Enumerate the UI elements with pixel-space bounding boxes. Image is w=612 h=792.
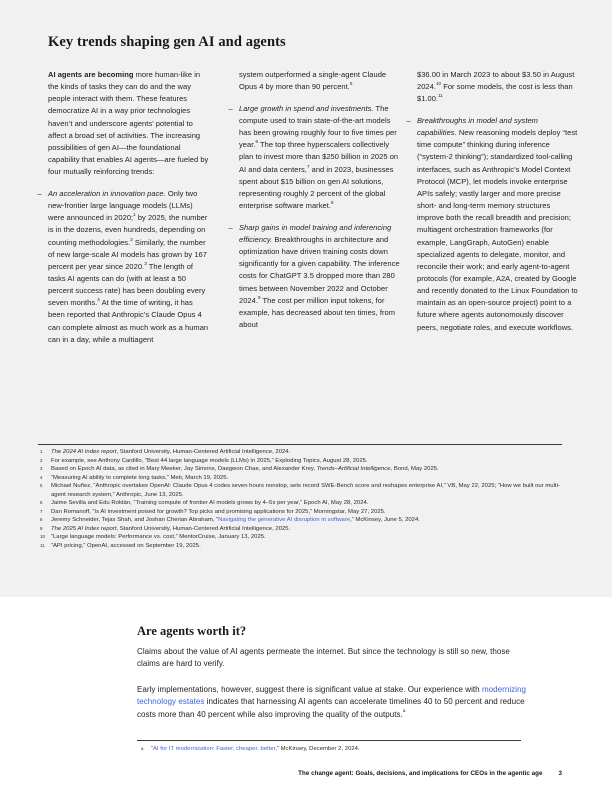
text-run: For some models, the cost is less than $1.00. bbox=[417, 82, 573, 104]
intro-paragraph bbox=[48, 69, 210, 178]
footnote-marker: 6 bbox=[40, 500, 43, 505]
text-run: Jeremy Schneider, Tejas Shah, and Joshan Cherian Abraham, “ bbox=[51, 517, 219, 523]
text-run: Breakthroughs in architecture and optimization have driven training costs down significantly for a given capability. The inference costs for ChatGPT 3.5 dropped more than 280 times between November 2022 and October 2024. bbox=[239, 234, 400, 305]
bullet-text bbox=[239, 103, 401, 212]
continuation-paragraph bbox=[417, 69, 578, 105]
footnote-marker: 5 bbox=[40, 483, 43, 488]
bullet-item-innovation-pace bbox=[37, 188, 210, 346]
footnote-marker: 11 bbox=[40, 542, 45, 548]
bullet-item-training-efficiency bbox=[228, 222, 401, 331]
footnote-marker: 3 bbox=[40, 466, 43, 471]
text-run: ,” McKinsey, June 5, 2024. bbox=[350, 517, 420, 523]
footnote-ref: a bbox=[402, 708, 406, 714]
page-number: 3 bbox=[558, 770, 562, 777]
bullet-dash: – bbox=[228, 222, 233, 232]
footnote-item bbox=[38, 508, 564, 517]
bullet-text bbox=[239, 222, 401, 331]
emphasis-text: Sharp gains in model training and inferencing efficiency. bbox=[239, 222, 392, 244]
footnotes-divider bbox=[38, 444, 562, 445]
text-run: Only two new-frontier large language models (LLMs) were announced in 2020; bbox=[48, 188, 198, 223]
text-run: , Stanford University, Human-Centered Artificial Intelligence, 2025. bbox=[116, 525, 291, 532]
text-link[interactable]: Navigating the generative AI disruption in software bbox=[218, 517, 351, 523]
footnote-text bbox=[51, 533, 564, 542]
text-link[interactable]: AI for IT modernization: Faster, cheaper, better bbox=[152, 746, 276, 752]
footnote-ref: 1 bbox=[133, 212, 136, 218]
text-run: Early implementations, however, suggest there is significant value at stake. Our experience with bbox=[137, 685, 482, 694]
text-run: The length of tasks AI agents can do (with at least a 50 percent success rate) has been doubling every seven months. bbox=[48, 261, 206, 308]
text-run: and in 2023, businesses spent about $15 billion on gen AI solutions, representing roughly 2 percent of the global enterprise software market. bbox=[239, 164, 394, 211]
footnote-item bbox=[38, 499, 564, 508]
footnote-ref: 11 bbox=[438, 93, 443, 99]
footnote-item bbox=[38, 542, 564, 551]
bullet-text bbox=[417, 115, 578, 334]
text-run: more human-like in the kinds of tasks they can do and the way people interact with them. These features democratize AI in a way prior technologies haven’t and underscore agents’ potential to affect a broad set of activities. The increasing possibilities of gen AI—the foundational capability that enables AI agents—are fueled by four mutually reinforcing trends: bbox=[48, 70, 209, 177]
section-title: Key trends shaping gen AI and agents bbox=[48, 34, 286, 50]
text-run: Based on Epoch AI data, as cited in Mary Meeker, Jay Simons, Daegwon Chae, and Alexander Krey, bbox=[51, 466, 317, 472]
page-footer bbox=[0, 770, 562, 777]
footnote-item bbox=[38, 482, 564, 499]
text-run: , Bond, May 2025. bbox=[390, 466, 439, 472]
text-link[interactable]: modernizing technology estates bbox=[137, 685, 526, 707]
text-run: system outperformed a single-agent Claude Opus 4 by more than 90 percent. bbox=[239, 70, 387, 92]
text-run: New reasoning models deploy “test time compute” thinking during inference (“system-2 thinking”); standardized tool-calling interfaces, such as Anthropic’s Model Context Protocol (MCP), let models invoke enterprise APIs safely; vastly larger and more precise short- and long-term memory structures improve both the recall breadth and precision; multiagent orchestration frameworks (for example, LangGraph, AutoGen) enable specialized agents to delegate, monitor, and reconcile their work; and early agent-to-agent protocols (for example, A2A, created by Google and recently donated to the Linux Foundation to maintain as an open-source project) point to a future where agents autonomously discover peers, negotiate roles, and execute workflows. bbox=[417, 128, 578, 332]
section-title: Are agents worth it? bbox=[137, 624, 247, 638]
footnote-text bbox=[51, 457, 564, 466]
text-run: For example, see Anthony Cardillo, “Best 44 large language models (LLMs) in 2025,” Exploding Topics, August 28, 2025. bbox=[51, 457, 368, 464]
bullet-dash: – bbox=[406, 115, 411, 125]
footnote-marker: 1 bbox=[40, 449, 43, 454]
footnote-item bbox=[38, 457, 564, 466]
text-run: $36.00 in March 2023 to about $3.50 in August 2024. bbox=[417, 70, 575, 92]
emphasis-text: Breakthroughs in model and system capabilities. bbox=[417, 115, 538, 138]
footnote-ref: 2 bbox=[130, 236, 133, 242]
trends-column-1 bbox=[37, 69, 210, 346]
footnote-marker: 2 bbox=[40, 457, 43, 463]
text-run: Dan Romanoff, “Is AI investment poised for growth? Top picks and promising applications for 2025,” Morningstar, May 27, 2025. bbox=[51, 508, 386, 515]
footnote-text bbox=[51, 499, 564, 508]
footnote-item bbox=[38, 465, 564, 474]
bullet-dash: – bbox=[228, 103, 233, 113]
footnote-text bbox=[51, 525, 564, 534]
footnote-ref: 5 bbox=[349, 81, 353, 87]
emphasis-text: The 2025 AI Index report bbox=[51, 525, 117, 532]
text-run: “ bbox=[151, 746, 153, 752]
footnote-item bbox=[38, 533, 564, 542]
footnote-item bbox=[38, 474, 564, 483]
footnote-text bbox=[51, 474, 564, 483]
footnote-text bbox=[51, 482, 564, 499]
text-run: ,” McKinsey, December 2, 2024. bbox=[275, 746, 360, 752]
text-run: by 2025, the number is in the dozens, even hundreds, depending on counting methodologies. bbox=[48, 213, 208, 247]
footnote-ref: 8 bbox=[330, 200, 334, 206]
text-run: indicates that harnessing AI agents can accelerate timelines 40 to 50 percent and reduce costs more than 40 percent while also improving the quality of the outputs. bbox=[137, 697, 525, 719]
emphasis-text: The 2024 AI Index report bbox=[51, 449, 117, 455]
bold-text: AI agents are becoming bbox=[48, 70, 134, 79]
continuation-paragraph bbox=[239, 69, 401, 93]
trends-columns bbox=[37, 69, 578, 346]
text-run: The top three hyperscalers collectively plan to invest more than $250 billion in 2025 on AI and data centers, bbox=[239, 140, 399, 174]
text-run: “API pricing,” OpenAI, accessed on September 19, 2025. bbox=[51, 542, 201, 549]
footnote-marker: 10 bbox=[40, 534, 45, 539]
footnote-text bbox=[51, 542, 564, 551]
footnote-item bbox=[38, 516, 564, 525]
footnote-text bbox=[151, 745, 549, 754]
footnote-text bbox=[51, 465, 564, 474]
text-run: The compute used to train state-of-the-art models has been growing roughly four to five times per year. bbox=[239, 103, 397, 150]
footnote-ref: 3 bbox=[144, 260, 147, 266]
text-run: At the time of writing, it has been reported that Anthropic’s Claude Opus 4 can complete almost as much work as a human can in a day, while a multiagent bbox=[48, 298, 209, 344]
footnote-ref: 9 bbox=[257, 294, 261, 300]
footer-doc-title: The change agent: Goals, decisions, and implications for CEOs in the agentic age bbox=[298, 770, 543, 777]
emphasis-text: Large growth in spend and investments. bbox=[239, 103, 374, 113]
text-run: Jaime Sevilla and Edu Roldán, “Training compute of frontier AI models grows by 4–5x per year,” Epoch AI, May 28, 2024. bbox=[51, 500, 369, 506]
text-run: Similarly, the number of new large-scale AI models has grown by 167 percent per year since 2020. bbox=[48, 237, 207, 271]
footnote-ref: 7 bbox=[306, 163, 310, 169]
trends-column-2 bbox=[228, 69, 401, 346]
footnotes-list bbox=[38, 448, 564, 550]
text-run: “Large language models: Performance vs. cost,” MentorCruise, January 13, 2025. bbox=[51, 534, 266, 540]
footnote-item bbox=[38, 525, 564, 534]
text-run: Michael Nuñez, “Anthropic overtakes OpenAI: Claude Opus 4 codes seven hours nonstop, sets record SWE-Bench score and reshapes enterprise AI,” VB, May 22, 2025; “How we built our multi-agent research system,” Anthropic, June 13, 2025. bbox=[51, 483, 560, 498]
bullet-item-model-capabilities bbox=[406, 115, 578, 334]
emphasis-text: Trends–Artificial Intelligence bbox=[316, 466, 391, 472]
text-run: , Stanford University, Human-Centered Artificial Intelligence, 2024. bbox=[116, 449, 291, 455]
footnote-item bbox=[38, 448, 564, 457]
bullet-item-spend-investments bbox=[228, 103, 401, 212]
worth-paragraph-2 bbox=[137, 684, 529, 721]
footnote-item bbox=[139, 745, 549, 754]
bullet-dash: – bbox=[37, 188, 42, 198]
text-run: The cost per million input tokens, for example, has decreased about ten times, from about bbox=[239, 295, 396, 329]
text-run: Claims about the value of AI agents permeate the internet. But since the technology is still so new, those claims are hard to verify. bbox=[137, 647, 510, 669]
footnote-marker: 8 bbox=[40, 517, 43, 522]
bullet-text bbox=[48, 188, 210, 346]
footnote-marker: a bbox=[141, 746, 144, 751]
trends-column-3 bbox=[406, 69, 578, 346]
footnote-marker: 7 bbox=[40, 508, 43, 514]
footnote-ref: 10 bbox=[435, 81, 442, 87]
footnote-marker: 9 bbox=[40, 525, 43, 531]
footnote-text bbox=[51, 448, 564, 457]
footnote-ref: 6 bbox=[255, 139, 259, 145]
footnote-text bbox=[51, 516, 564, 525]
footnote-ref: 4 bbox=[97, 297, 100, 303]
footnote-text bbox=[51, 508, 564, 517]
emphasis-text: An acceleration in innovation pace. bbox=[48, 188, 166, 198]
footnote-divider bbox=[137, 740, 521, 741]
footnote-marker: 4 bbox=[40, 474, 43, 480]
text-run: “Measuring AI ability to complete long tasks,” Metr, March 19, 2025. bbox=[51, 474, 229, 481]
worth-paragraph-1 bbox=[137, 646, 529, 671]
